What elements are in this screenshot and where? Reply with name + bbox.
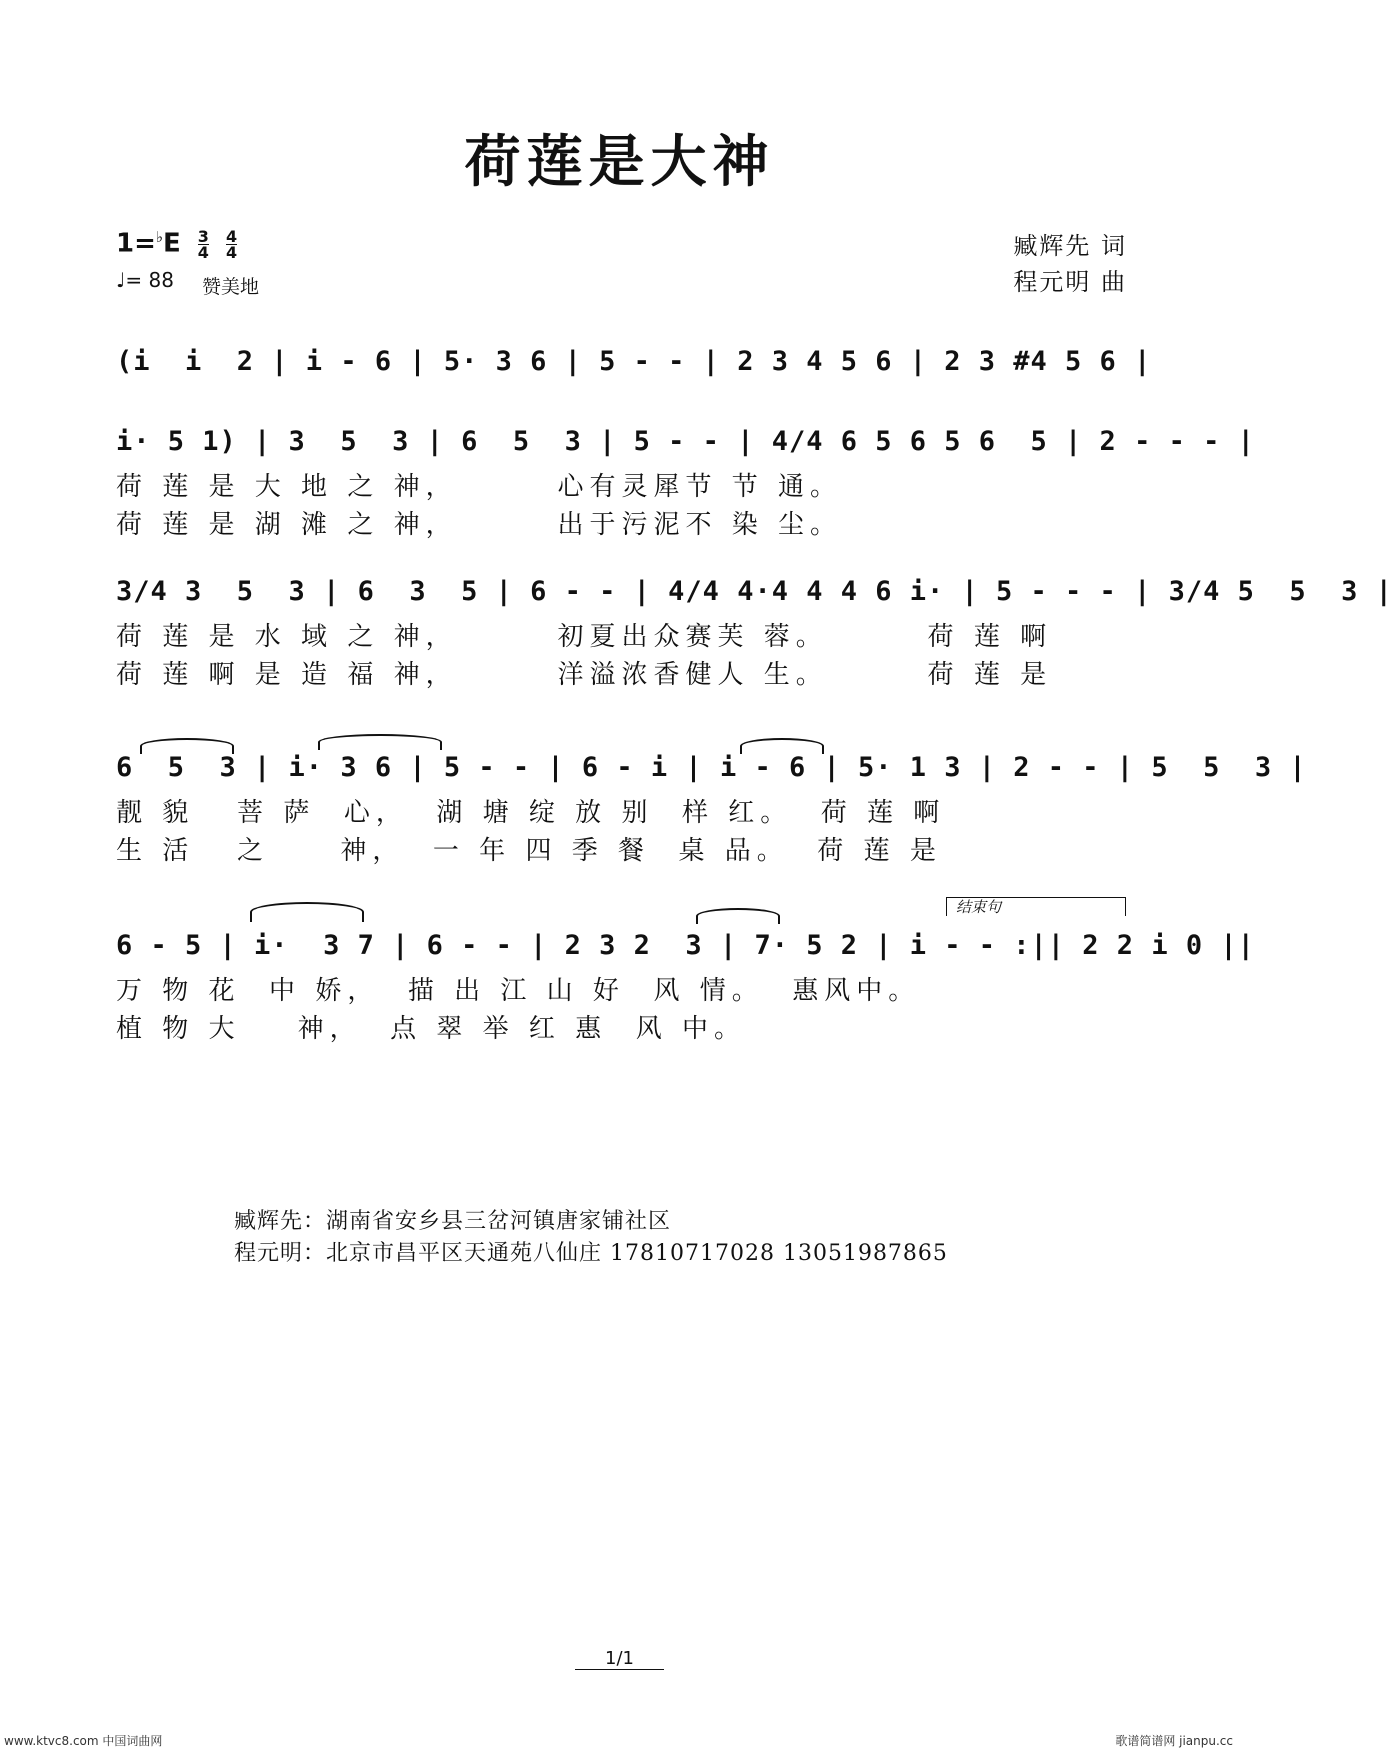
key-note: E (162, 228, 181, 259)
slur (318, 734, 442, 750)
key-prefix: 1= (116, 228, 156, 259)
flat-sign: ♭ (155, 228, 163, 246)
slur (696, 908, 780, 924)
watermark-left: www.ktvc8.com 中国词曲网 (4, 1734, 163, 1748)
lyricist-credit: 臧辉先 词 (1013, 232, 1127, 260)
key-signature (116, 228, 237, 260)
contact-composer: 程元明：北京市昌平区天通苑八仙庄 17810717028 13051987865 (234, 1241, 948, 1266)
composer-credit: 程元明 曲 (1013, 268, 1127, 296)
slur (250, 902, 364, 922)
lyric-line-2-verse-1: 荷 莲 是 大 地 之 神， 心有灵犀节 节 通。 (116, 472, 842, 502)
staff-line-5: 6 - 5 | i· 3 7 | 6 - - | 2 3 2 3 | 7· 5 2 | i - - :|| 2 2 i 0 || (116, 930, 1255, 961)
tempo-marking: ♩= 88 (116, 268, 174, 292)
watermark-right: 歌谱简谱网 jianpu.cc (1115, 1734, 1233, 1748)
lyric-line-4-verse-1: 靓 貌 菩 萨 心， 湖 塘 绽 放 别 样 红。 荷 莲 啊 (116, 798, 946, 828)
staff-line-4: 6 5 3 | i· 3 6 | 5 - - | 6 - i | i - 6 | 5· 1 3 | 2 - - | 5 5 3 | (116, 752, 1307, 783)
page-number: 1/1 (0, 1648, 1239, 1669)
lyric-line-4-verse-2: 生 活 之 神， 一 年 四 季 餐 桌 品。 荷 莲 是 (116, 836, 942, 866)
expression-marking: 赞美地 (202, 276, 260, 298)
staff-line-2: i· 5 1) | 3 5 3 | 6 5 3 | 5 - - | 4/4 6 5 6 5 6 5 | 2 - - - | (116, 426, 1255, 457)
lyric-line-3-verse-1: 荷 莲 是 水 域 之 神， 初夏出众赛芙 蓉。 荷 莲 啊 (116, 622, 1053, 652)
staff-line-1: (i i 2 | i - 6 | 5· 3 6 | 5 - - | 2 3 4 5 6 | 2 3 #4 5 6 | (116, 346, 1152, 377)
staff-line-3: 3/4 3 5 3 | 6 3 5 | 6 - - | 4/4 4·4 4 4 6 i· | 5 - - - | 3/4 5 5 3 | (116, 576, 1393, 607)
lyric-line-2-verse-2: 荷 莲 是 湖 滩 之 神， 出于污泥不 染 尘。 (116, 510, 842, 540)
lyric-line-5-verse-2: 植 物 大 神， 点 翠 举 红 惠 风 中。 (116, 1014, 746, 1044)
lyric-line-5-verse-1: 万 物 花 中 娇， 描 出 江 山 好 风 情。 惠风中。 (116, 976, 921, 1006)
ending-label: 结束句 (956, 898, 1002, 916)
contact-lyricist: 臧辉先：湖南省安乡县三岔河镇唐家铺社区 (234, 1209, 672, 1234)
meter-3-4: $\frac{3}{4}$ (197, 226, 209, 262)
lyric-line-3-verse-2: 荷 莲 啊 是 造 福 神， 洋溢浓香健人 生。 荷 莲 是 (116, 660, 1053, 690)
meter-4-4: $\frac{4}{4}$ (226, 226, 238, 262)
page-title: 荷莲是大神 (464, 129, 775, 195)
